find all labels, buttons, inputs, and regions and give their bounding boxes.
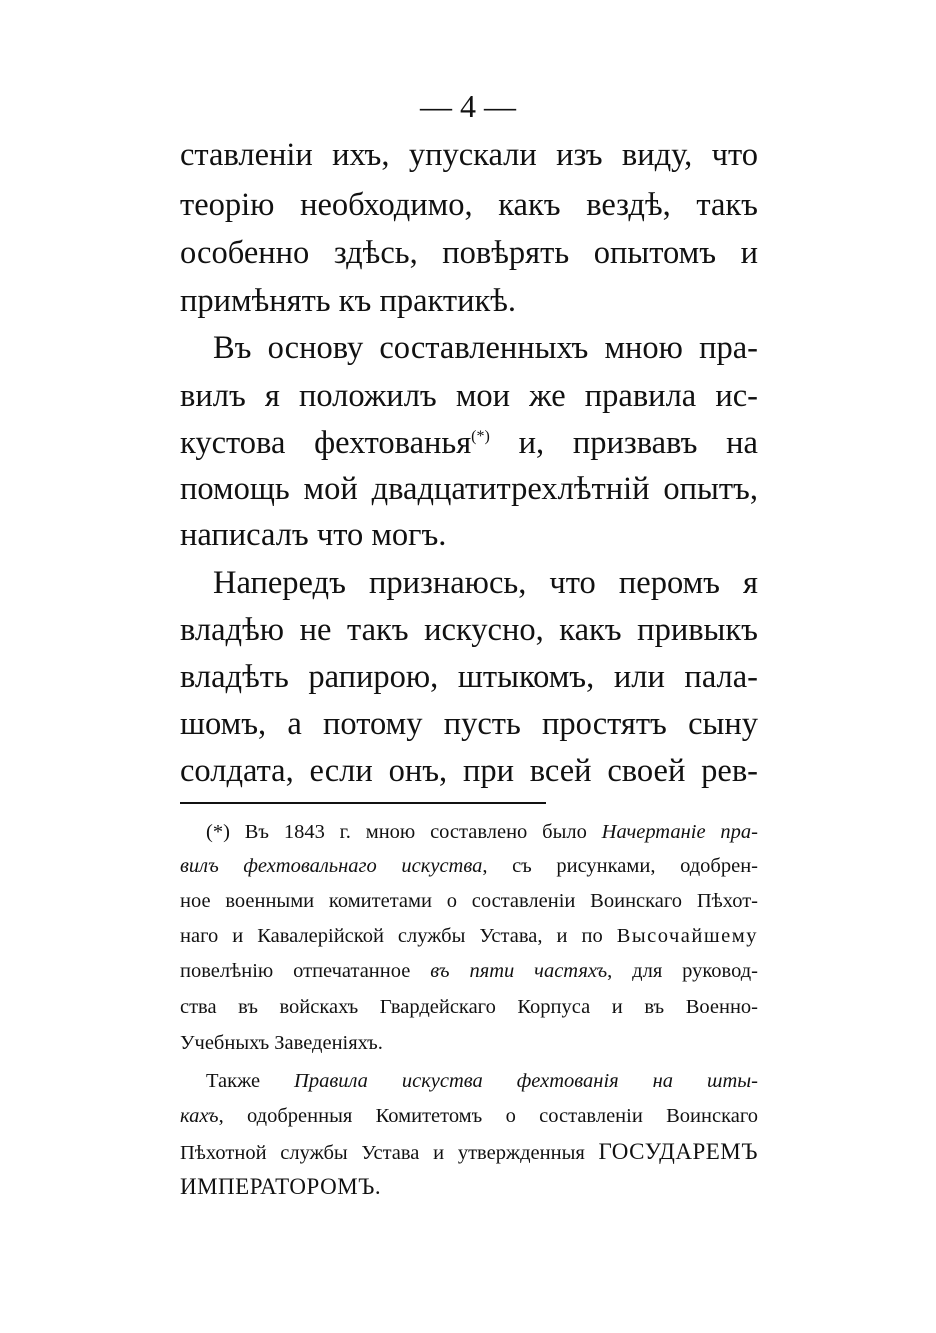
body-line: владѣю не такъ искусно, какъ привыкъ	[180, 612, 758, 648]
body-line: солдата, если онъ, при всей своей рев-	[180, 753, 758, 789]
footnote-text: , для руковод-	[607, 960, 759, 982]
footnote-caps: ГОСУДАРЕМЪ	[598, 1139, 758, 1164]
body-line: вилъ я положилъ мои же правила ис-	[180, 378, 758, 414]
footnote-italic: кахъ	[180, 1105, 219, 1127]
body-line: особенно здѣсь, повѣрять опытомъ и	[180, 235, 758, 271]
footnote-line	[180, 954, 758, 988]
footnote-spaced: Высочайшему	[616, 925, 758, 947]
footnote-line: ное военными комитетами о составленіи Воинскаго Пѣхот-	[180, 890, 758, 912]
footnote-divider	[180, 802, 546, 804]
footnote-text: , съ рисунками, одобрен-	[482, 855, 758, 877]
footnote-text: наго и Кавалерійской службы Устава, и по	[180, 925, 617, 947]
footnote-italic: въ пяти частяхъ	[430, 960, 608, 982]
body-line: теорію необходимо, какъ вездѣ, такъ	[180, 187, 758, 223]
body-text: и, призвавъ на	[489, 425, 758, 461]
body-line: владѣть рапирою, штыкомъ, или пала-	[180, 659, 758, 695]
body-line: написалъ что могъ.	[180, 517, 447, 553]
footnote-text: Также	[206, 1070, 295, 1092]
footnote-text: Пѣхотной службы Устава и утвержденныя	[180, 1142, 599, 1164]
footnote-line: Учебныхъ Заведеніяхъ.	[180, 1032, 383, 1054]
body-text: кустова фехтованья	[180, 425, 472, 461]
footnote-line	[206, 815, 758, 849]
footnote-line: ства въ войскахъ Гвардейскаго Корпуса и въ Военно-	[180, 996, 758, 1018]
footnote-text: повелѣнію отпечатанное	[180, 960, 431, 982]
footnote-text: (*) Въ 1843 г. мною составлено было	[206, 821, 602, 843]
body-line: помощь мой двадцатитрехлѣтній опытъ,	[180, 471, 758, 507]
body-line: Въ основу составленныхъ мною пра-	[213, 330, 758, 366]
footnote-line	[180, 1170, 758, 1204]
footnote-text: , одобренныя Комитетомъ о составленіи Воинскаго	[218, 1105, 758, 1127]
body-line: Напередъ признаюсь, что перомъ я	[213, 565, 758, 601]
body-line: ставленіи ихъ, упускали изъ виду, что	[180, 137, 758, 173]
footnote-line	[180, 849, 758, 883]
body-line: примѣнять къ практикѣ.	[180, 283, 517, 319]
body-line	[180, 420, 758, 466]
body-line: шомъ, а потому пусть простятъ сыну	[180, 706, 758, 742]
footnote-mark: (*)	[471, 428, 490, 445]
footnote-line	[206, 1064, 758, 1098]
footnote-italic: Правила искуства фехтованія на шты-	[294, 1070, 758, 1092]
footnote-caps: ИМПЕРАТОРОМЪ.	[180, 1174, 382, 1199]
footnote-line	[180, 919, 758, 953]
page-number: — 4 —	[420, 88, 516, 124]
footnote-italic: вилъ фехтовальнаго искуства	[180, 855, 483, 877]
footnote-line	[180, 1099, 758, 1133]
footnote-line	[180, 1135, 758, 1169]
footnote-italic: Начертаніе пра-	[601, 821, 758, 843]
